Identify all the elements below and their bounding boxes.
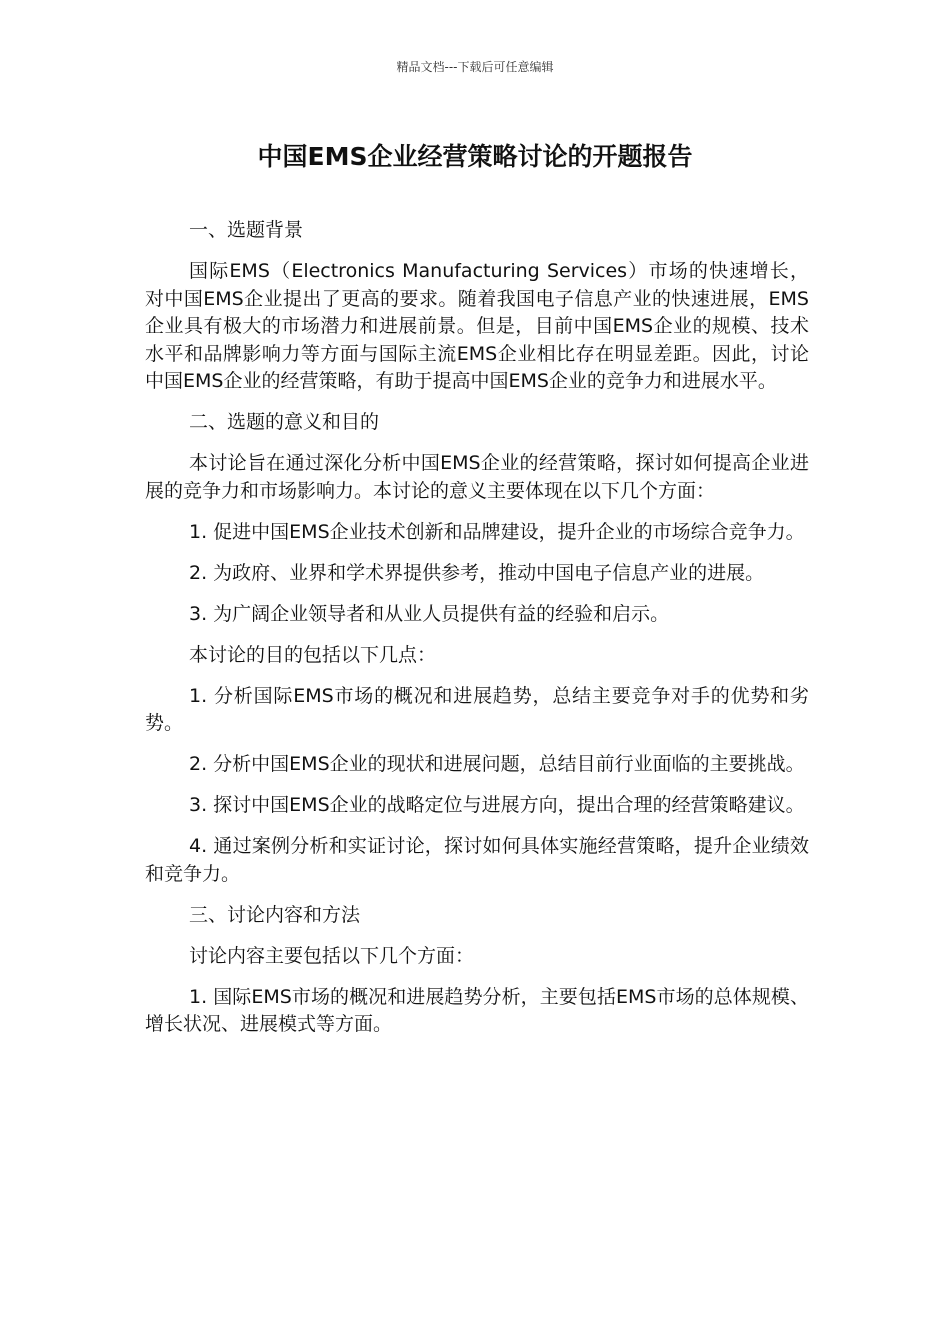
header-note: 精品文档---下载后可任意编辑 (396, 60, 554, 74)
section-heading-significance: 二、选题的意义和目的 (189, 411, 380, 433)
list-item-significance-2: 2. 为政府、业界和学术界提供参考，推动中国电子信息产业的进展。 (189, 561, 765, 584)
document-title: 中国EMS企业经营策略讨论的开题报告 (257, 142, 693, 171)
section-heading-content-methods: 三、讨论内容和方法 (189, 903, 361, 926)
paragraph-content-intro: 讨论内容主要包括以下几个方面： (189, 944, 475, 967)
paragraph-background: 国际EMS（Electronics Manufacturing Services）市场的快速增长，对中国EMS企业提出了更高的要求。随着我国电子信息产业的快速进展，EMS企业具有极大的市场潜力和进展前景。但是，目前中国EMS企业的规模、技术水平和品牌影响力等方面与国际主流EMS企业相比存在明显差距。因此，讨论中国EMS企业的经营策略，有助于提高中国EMS企业的竞争力和进展水平。 (145, 260, 809, 392)
paragraph-purpose-intro: 本讨论的目的包括以下几点： (189, 643, 437, 666)
list-item-significance-1: 1. 促进中国EMS企业技术创新和品牌建设，提升企业的市场综合竞争力。 (189, 520, 805, 543)
section-heading-background: 一、选题背景 (189, 219, 304, 241)
paragraph-significance-intro: 本讨论旨在通过深化分析中国EMS企业的经营策略，探讨如何提高企业进展的竞争力和市场影响力。本讨论的意义主要体现在以下几个方面： (145, 452, 809, 502)
document-body (145, 217, 809, 1052)
list-item-purpose-4: 4. 通过案例分析和实证讨论，探讨如何具体实施经营策略，提升企业绩效和竞争力。 (145, 835, 809, 885)
list-item-purpose-1: 1. 分析国际EMS市场的概况和进展趋势，总结主要竞争对手的优势和劣势。 (145, 684, 809, 734)
list-item-significance-3: 3. 为广阔企业领导者和从业人员提供有益的经验和启示。 (189, 602, 670, 625)
list-item-purpose-2: 2. 分析中国EMS企业的现状和进展问题，总结目前行业面临的主要挑战。 (189, 753, 805, 775)
list-item-purpose-3: 3. 探讨中国EMS企业的战略定位与进展方向，提出合理的经营策略建议。 (189, 794, 805, 816)
list-item-content-1: 1. 国际EMS市场的概况和进展趋势分析，主要包括EMS市场的总体规模、增长状况、进展模式等方面。 (145, 985, 809, 1035)
